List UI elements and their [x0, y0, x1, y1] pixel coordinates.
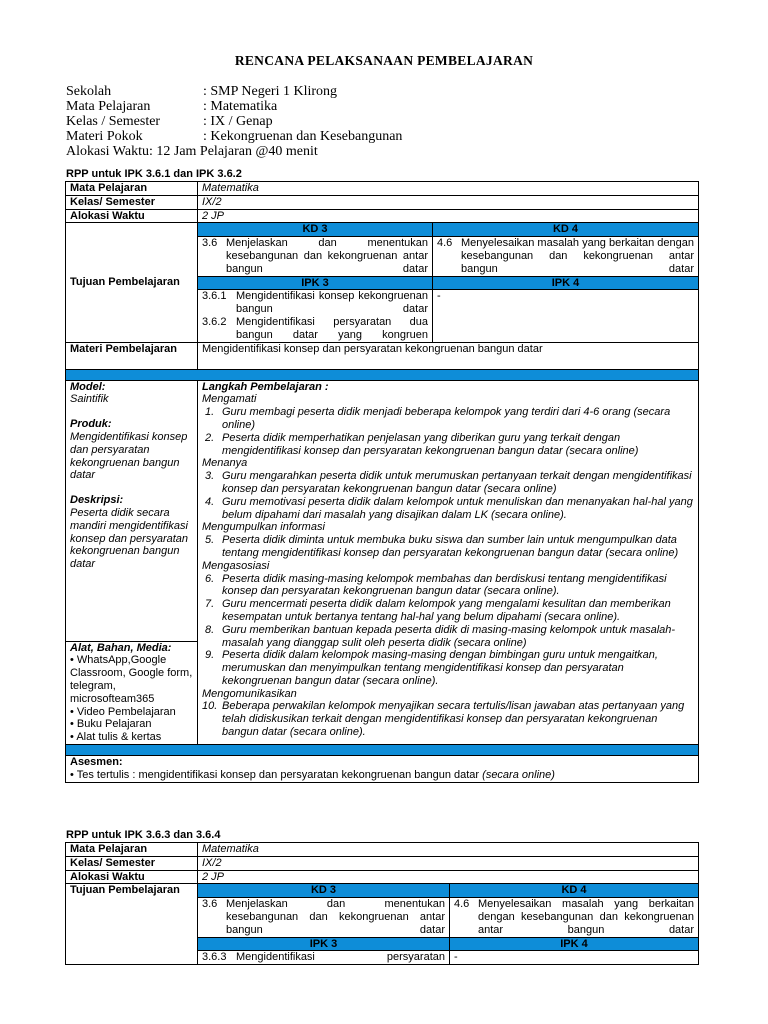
kd4-head: KD 4	[450, 884, 699, 898]
ipk3-head: IPK 3	[198, 937, 450, 951]
mapel-label: Mata Pelajaran	[66, 843, 198, 857]
kelas-label: Kelas/ Semester	[66, 856, 198, 870]
asesmen-item: • Tes tertulis : mengidentifikasi konsep dan persyaratan kekongruenan bangun datar (secara online)	[70, 768, 555, 781]
phase-label: Mengasosiasi	[202, 559, 270, 572]
header-value: : IX / Genap	[203, 114, 273, 129]
produk-label: Produk:	[70, 418, 112, 431]
kd3-head: KD 3	[198, 223, 433, 237]
ipk-text: Mengidentifikasi persyaratan	[236, 951, 445, 964]
asesmen-label: Asesmen:	[70, 755, 123, 768]
row-kelas	[66, 856, 699, 870]
kd3-cell	[198, 898, 450, 937]
rpp-table-2	[65, 842, 699, 965]
kd4-cell	[433, 237, 699, 276]
alokasi-label: Alokasi Waktu	[66, 209, 198, 223]
model-label: Model:	[70, 380, 106, 393]
produk-value: Mengidentifikasi konsep dan persyaratan kekongruenan bangun datar	[70, 430, 188, 482]
row-alokasi	[66, 870, 699, 884]
header-alokasi: Alokasi Waktu: 12 Jam Pelajaran @40 menit	[66, 144, 318, 159]
kd3-text: Menjelaskan dan menentukan kesebangunan dan kekongruenan antar bangun datar	[226, 898, 445, 936]
langkah-item: 1. Guru membagi peserta didik menjadi beberapa kelompok yang terdiri dari 4-6 orang (secara online)	[205, 406, 671, 431]
ipk3-cell	[198, 951, 450, 965]
ipk4-cell: -	[450, 951, 699, 965]
phase-label: Mengamati	[202, 393, 257, 406]
section2-heading: RPP untuk IPK 3.6.3 dan 3.6.4	[66, 829, 221, 841]
alat-item: • Alat tulis & kertas	[70, 731, 162, 744]
alat-label: Alat, Bahan, Media:	[70, 641, 172, 654]
langkah-item: 4. Guru memotivasi peserta didik dalam kelompok untuk menuliskan dan menanyakan hal-hal yang belum dipahami dari masalah yang disajikan dalam LK (secara online).	[205, 495, 693, 521]
langkah-cell	[198, 380, 699, 744]
ipk-text: Mengidentifikasi konsep kekongruenan bangun datar	[236, 290, 428, 316]
separator-bar	[66, 369, 699, 380]
kd4-head: KD 4	[433, 223, 699, 237]
alokasi-value: 2 JP	[198, 870, 699, 884]
materi-value: Mengidentifikasi konsep dan persyaratan kekongruenan bangun datar	[198, 342, 699, 369]
kd3-head: KD 3	[198, 884, 450, 898]
row-bar-2	[66, 744, 699, 755]
row-alokasi	[66, 209, 699, 223]
alat-block	[66, 641, 197, 744]
langkah-item: 2. Peserta didik memperhatikan penjelasan yang diberikan guru yang terkait dengan mengidentifikasi konsep dan persyaratan kekongruenan bangun datar (secara online)	[205, 431, 639, 457]
tujuan-label: Tujuan Pembelajaran	[66, 884, 198, 965]
alat-item: • Video Pembelajaran	[70, 705, 176, 718]
row-bar-1	[66, 369, 699, 380]
langkah-item: 5. Peserta didik diminta untuk membuka buku siswa dan sumber lain untuk mengumpulkan data tentang mengidentifikasi konsep dan persyaratan kekongruenan bangun datar (secara online)	[205, 534, 679, 559]
left-column	[66, 380, 198, 744]
row-mapel	[66, 843, 699, 857]
langkah-item: 7. Guru mencermati peserta didik dalam kelompok yang mengalami kesulitan dan memberikan kesempatan untuk bertanya tentang hal-hal yang belum dipahami (secara online).	[205, 598, 671, 623]
rpp-table-1	[65, 181, 699, 783]
asesmen-cell	[66, 755, 699, 782]
mapel-label: Mata Pelajaran	[66, 182, 198, 196]
kelas-label: Kelas/ Semester	[66, 195, 198, 209]
langkah-label: Langkah Pembelajaran :	[202, 380, 329, 393]
kelas-value: IX/2	[198, 856, 699, 870]
phase-label: Mengomunikasikan	[202, 687, 297, 700]
header-row-kelas	[66, 114, 273, 130]
ipk-num: 3.6.3	[202, 951, 227, 964]
header-value: : Kekongruenan dan Kesebangunan	[203, 129, 403, 144]
kd4-cell	[450, 898, 699, 937]
kd4-text: Menyelesaikan masalah yang berkaitan dengan kesebangunan dan kekongruenan antar bangun datar	[478, 898, 695, 936]
model-produk-block	[66, 381, 197, 641]
langkah-item: 6. Peserta didik masing-masing kelompok membahas dan berdiskusi tentang mengidentifikasi konsep dan persyaratan kekongruenan bangun datar (secara online).	[205, 572, 667, 598]
ipk4-head: IPK 4	[450, 937, 699, 951]
header-value: : Matematika	[203, 99, 278, 114]
row-kd-head	[66, 223, 699, 237]
row-kd-head	[66, 884, 699, 898]
kd3-num: 3.6	[202, 898, 218, 911]
phase-label: Mengumpulkan informasi	[202, 521, 325, 534]
header-value: : SMP Negeri 1 Klirong	[203, 84, 338, 99]
kd3-text: Menjelaskan dan menentukan kesebangunan dan kekongruenan antar bangun datar	[226, 237, 428, 275]
ipk4-cell: -	[433, 290, 699, 342]
kd4-num: 4.6	[454, 898, 470, 911]
alat-item: • WhatsApp,Google Classroom, Google form, telegram, microsofteam365	[70, 654, 193, 705]
header-key: Sekolah	[66, 84, 112, 99]
deskripsi-label: Deskripsi:	[70, 494, 124, 507]
kd4-num: 4.6	[437, 237, 453, 250]
ipk4-head: IPK 4	[433, 276, 699, 290]
materi-label: Materi Pembelajaran	[66, 342, 198, 369]
ipk-num: 3.6.1	[202, 290, 227, 303]
kd3-cell	[198, 237, 433, 276]
deskripsi-value: Peserta didik secara mandiri mengidentifikasi konsep dan persyaratan kekongruenan bangun datar	[70, 506, 189, 571]
alokasi-label: Alokasi Waktu	[66, 870, 198, 884]
model-value: Saintifik	[70, 393, 109, 406]
row-mapel	[66, 182, 699, 196]
ipk3-head: IPK 3	[198, 276, 433, 290]
phase-label: Menanya	[202, 457, 248, 470]
row-model-langkah	[66, 380, 699, 744]
header-row-mapel	[66, 99, 277, 115]
alat-list	[70, 654, 193, 744]
alat-item: • Buku Pelajaran	[70, 718, 152, 731]
tujuan-label: Tujuan Pembelajaran	[66, 223, 198, 342]
alokasi-value: 2 JP	[198, 209, 699, 223]
section1-heading: RPP untuk IPK 3.6.1 dan IPK 3.6.2	[66, 168, 242, 180]
row-materi	[66, 342, 699, 369]
header-row-sekolah	[66, 84, 337, 100]
header-row-materi	[66, 129, 402, 145]
mapel-value: Matematika	[198, 182, 699, 196]
kd3-num: 3.6	[202, 237, 218, 250]
ipk-num: 3.6.2	[202, 315, 227, 328]
kelas-value: IX/2	[198, 195, 699, 209]
page-title: RENCANA PELAKSANAAN PEMBELAJARAN	[234, 53, 534, 68]
langkah-item: 9. Peserta didik dalam kelompok masing-masing dengan bimbingan guru untuk mengaitkan, merumuskan dan menyimpulkan tentang mengidentifikasi konsep dan persyaratan kekongruenan bangun datar (secara online).	[205, 649, 658, 687]
langkah-item: 8. Guru memberikan bantuan kepada peserta didik di masing-masing kelompok untuk masalah-masalah yang dianggap sulit oleh peserta didik (secara online)	[205, 623, 676, 649]
row-kelas	[66, 195, 699, 209]
ipk-text: Mengidentifikasi persyaratan dua bangun datar yang kongruen	[236, 315, 428, 341]
header-key: Materi Pokok	[66, 129, 143, 144]
kd4-text: Menyelesaikan masalah yang berkaitan dengan kesebangunan dan kekongruenan antar bangun datar	[461, 237, 695, 275]
header-key: Mata Pelajaran	[66, 99, 151, 114]
header-key: Kelas / Semester	[66, 114, 161, 129]
langkah-item: 10. Beberapa perwakilan kelompok menyajikan secara tertulis/lisan jawaban atas pertanyaan yang telah didiskusikan terkait dengan mengidentifikasi konsep dan persyaratan kekongruenan bangun datar (secara online).	[202, 700, 685, 739]
row-asesmen	[66, 755, 699, 782]
separator-bar	[66, 744, 699, 755]
ipk3-cell	[198, 290, 433, 342]
langkah-item: 3. Guru mengarahkan peserta didik untuk merumuskan pertanyaan terkait dengan mengidentifikasi konsep dan persyaratan kekongruenan bangun datar (secara online)	[205, 470, 692, 495]
mapel-value: Matematika	[198, 843, 699, 857]
